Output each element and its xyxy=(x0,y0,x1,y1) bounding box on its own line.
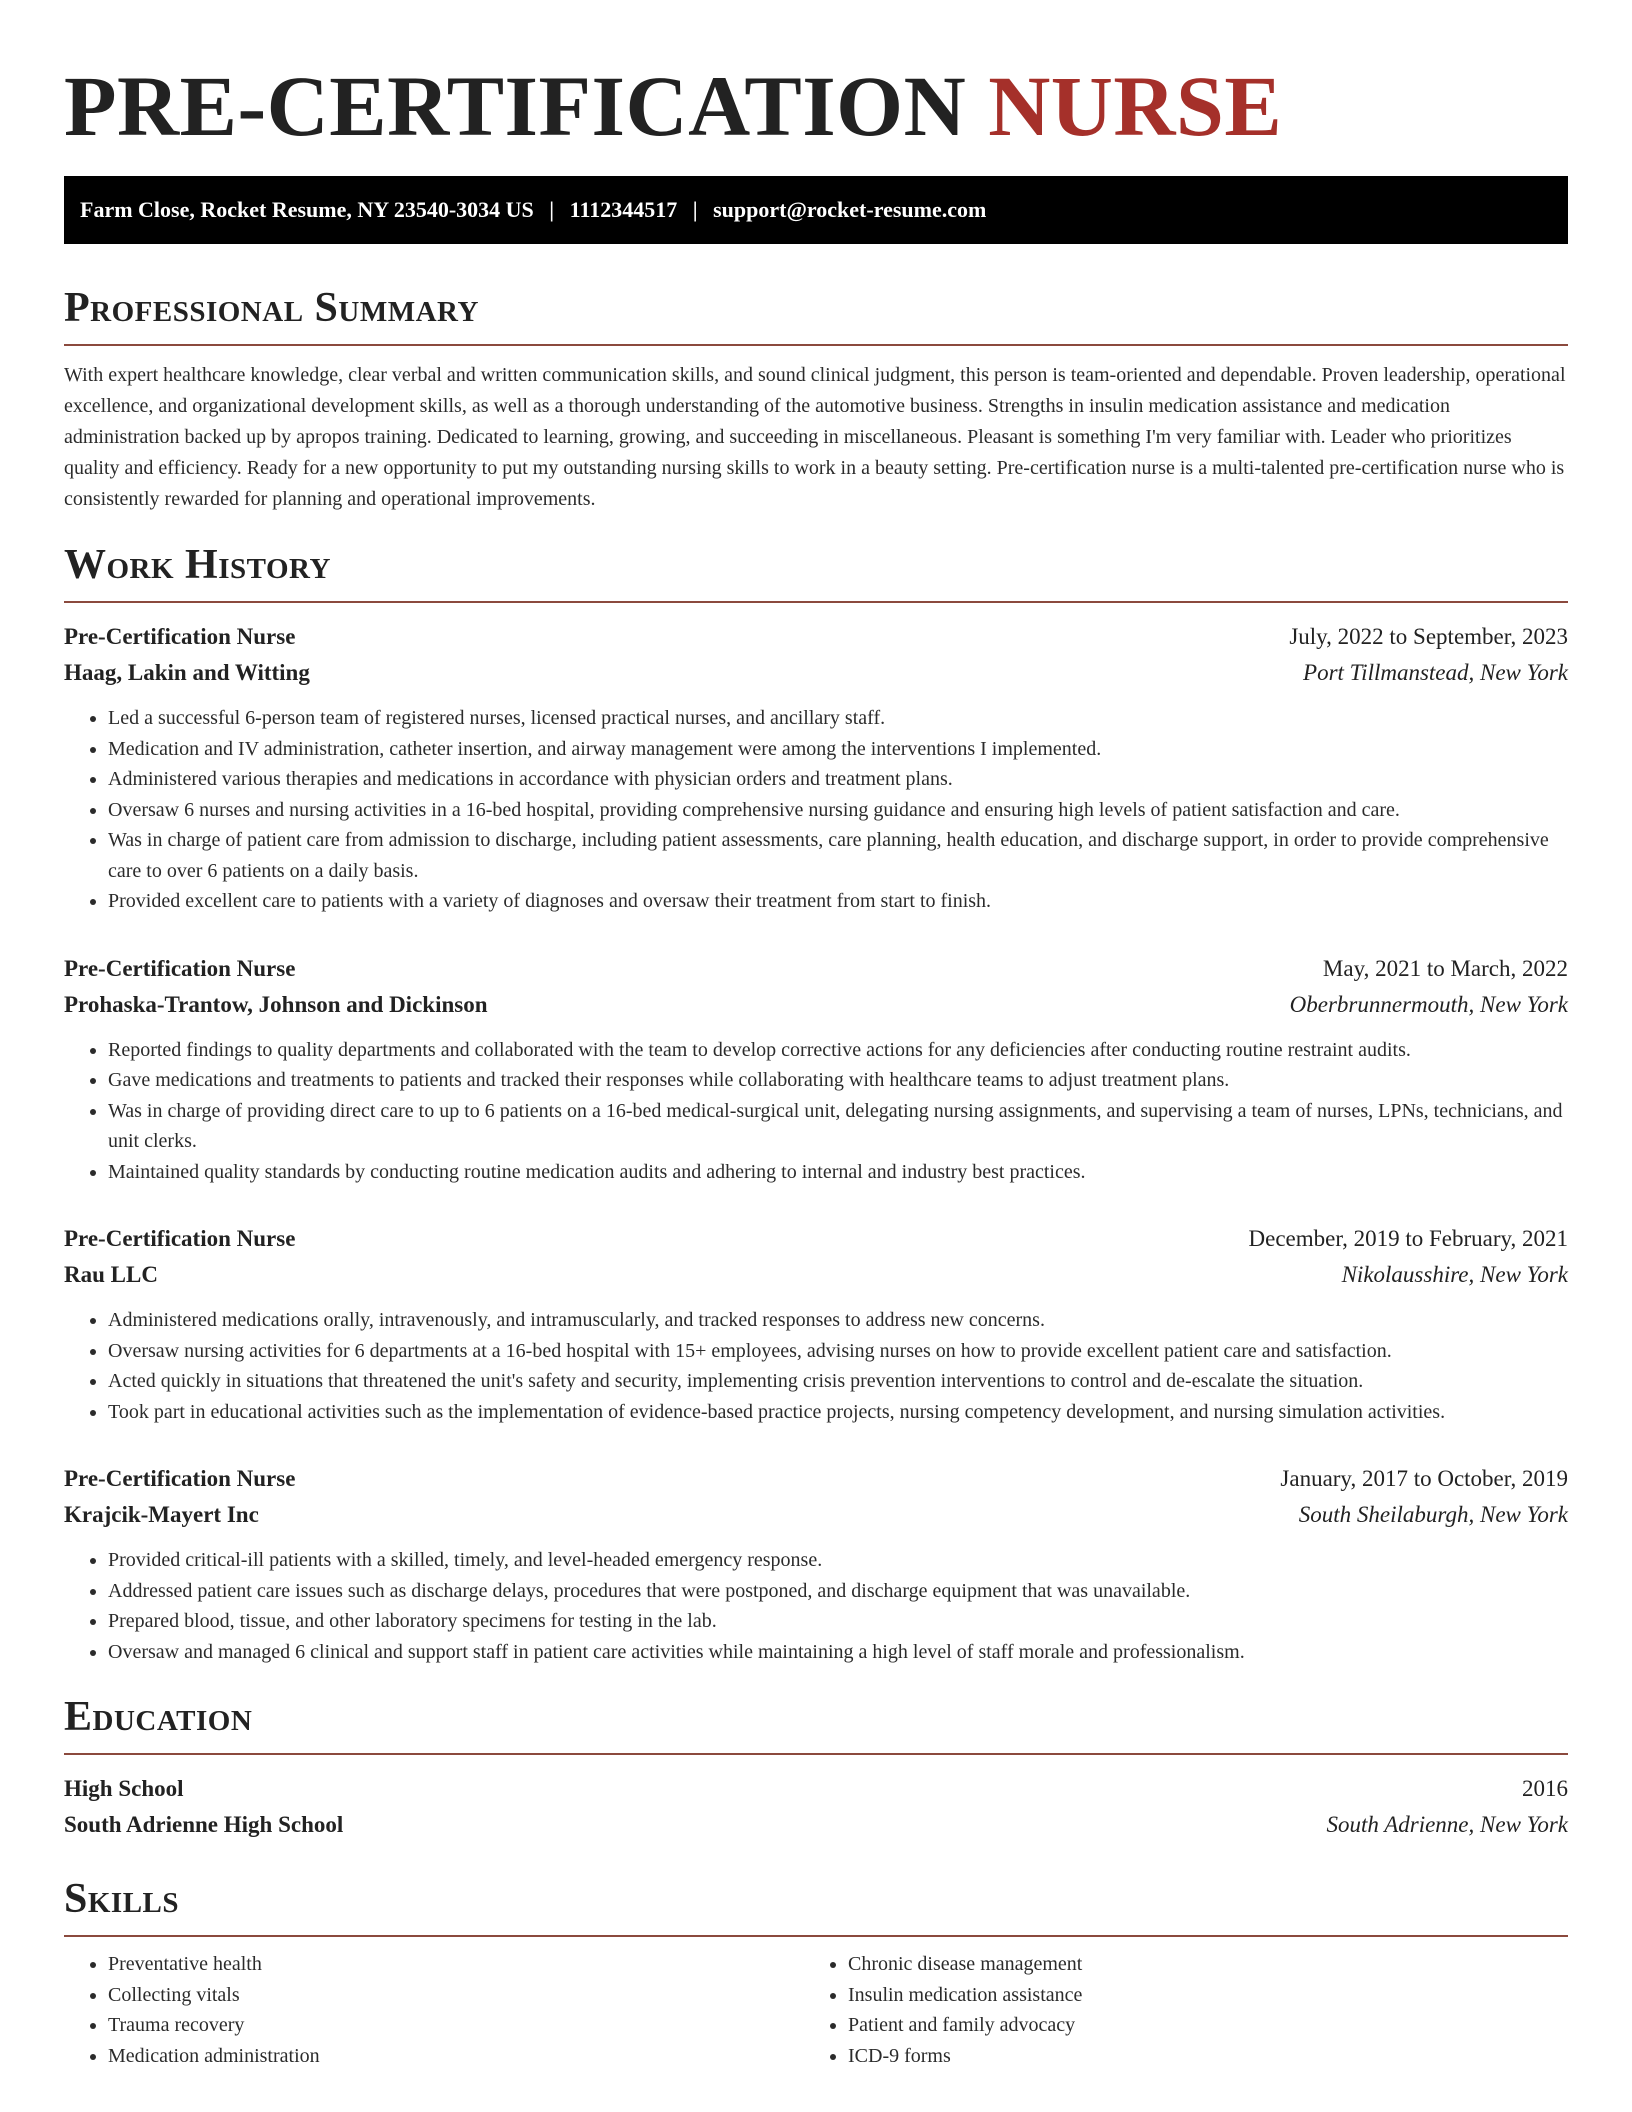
job-bullet: • Administered various therapies and medications in accordance with physician orders and treatment plans. xyxy=(108,764,1568,795)
job-dates: May, 2021 to March, 2022 xyxy=(1322,955,1568,981)
job-bullet: • Provided excellent care to patients with a variety of diagnoses and oversaw their treatment from start to finish. xyxy=(108,886,1568,917)
job-bullet: • Prepared blood, tissue, and other laboratory specimens for testing in the lab. xyxy=(108,1606,1568,1637)
job-bullet: • Medication and IV administration, catheter insertion, and airway management were among the interventions I implemented. xyxy=(108,734,1568,765)
job-bullet: • Gave medications and treatments to patients and tracked their responses while collaborating with healthcare teams to adjust treatment plans. xyxy=(108,1065,1568,1096)
education-year: 2016 xyxy=(1522,1776,1568,1801)
skills-section xyxy=(64,1873,1568,2071)
skill-item: • ICD-9 forms xyxy=(848,2041,1544,2072)
contact-bar xyxy=(64,176,1568,244)
job-dates: December, 2019 to February, 2021 xyxy=(1248,1226,1568,1251)
contact-address: Farm Close, Rocket Resume, NY 23540-3034 US xyxy=(80,197,534,222)
job-location: Port Tillmanstead, New York xyxy=(1303,660,1568,685)
work-history-section xyxy=(64,539,1568,1667)
summary-text: With expert healthcare knowledge, clear verbal and written communication skills, and sound clinical judgment, this person is team-oriented and dependable. Proven leadership, operational excellence, and organizational development skills, as well as a thorough understanding of the automotive business. Strengths in insulin medication assistance and medication administration backed up by apropos training. Dedicated to learning, growing, and succeeding in miscellaneous. Pleasant is something I'm very familiar with. Leader who prioritizes quality and efficiency. Ready for a new opportunity to put my outstanding nursing skills to work in a beauty setting. Pre-certification nurse is a multi-talented pre-certification nurse who is consistently rewarded for planning and operational improvements. xyxy=(64,364,1566,510)
section-divider xyxy=(64,1935,1568,1937)
skill-item: • Preventative health xyxy=(108,1949,804,1980)
job-entry xyxy=(64,1221,1568,1427)
job-bullet: • Led a successful 6-person team of registered nurses, licensed practical nurses, and ancillary staff. xyxy=(108,703,1568,734)
job-dates: July, 2022 to September, 2023 xyxy=(1289,624,1568,649)
skill-item: • Collecting vitals xyxy=(108,1980,804,2011)
section-divider xyxy=(64,344,1568,346)
education-entry xyxy=(64,1771,1568,1843)
skill-item: • Trauma recovery xyxy=(108,2010,804,2041)
job-bullet: • Provided critical-ill patients with a skilled, timely, and level-headed emergency response. xyxy=(108,1545,1568,1576)
job-location: Oberbrunnermouth, New York xyxy=(1289,991,1568,1017)
job-bullet: • Was in charge of providing direct care to up to 6 patients on a 16-bed medical-surgical unit, delegating nursing assignments, and supervising a team of nurses, LPNs, technicians, and unit clerks. xyxy=(108,1096,1568,1157)
job-title: Pre-Certification Nurse xyxy=(64,1226,296,1251)
job-bullet: • Oversaw 6 nurses and nursing activities in a 16-bed hospital, providing comprehensive nursing guidance and ensuring high levels of patient satisfaction and care. xyxy=(108,795,1568,826)
job-bullets xyxy=(64,1305,1568,1427)
job-bullet: • Oversaw and managed 6 clinical and support staff in patient care activities while maintaining a high level of staff morale and professionalism. xyxy=(108,1637,1568,1668)
job-bullet: • Reported findings to quality departments and collaborated with the team to develop corrective actions for any deficiencies after conducting routine restraint audits. xyxy=(108,1035,1568,1066)
job-dates: January, 2017 to October, 2019 xyxy=(1280,1466,1568,1491)
work-history-heading: Work History xyxy=(64,542,331,588)
job-bullets xyxy=(64,703,1568,917)
summary-section xyxy=(64,282,1568,515)
job-bullet: • Addressed patient care issues such as discharge delays, procedures that were postponed, and discharge equipment that was unavailable. xyxy=(108,1576,1568,1607)
job-company: Krajcik-Mayert Inc xyxy=(64,1502,259,1527)
job-bullets xyxy=(64,1035,1568,1188)
job-location: Nikolausshire, New York xyxy=(1341,1262,1568,1287)
resume-page xyxy=(64,0,1568,2071)
education-degree: High School xyxy=(64,1776,184,1801)
section-divider xyxy=(64,1753,1568,1755)
skills-column-right xyxy=(804,1949,1544,2071)
skill-item: • Insulin medication assistance xyxy=(848,1980,1544,2011)
name-main: PRE-CERTIFICATION xyxy=(64,58,967,154)
education-heading: Education xyxy=(64,1694,253,1740)
skill-item: • Chronic disease management xyxy=(848,1949,1544,1980)
job-company: Rau LLC xyxy=(64,1262,158,1287)
name-accent: NURSE xyxy=(988,58,1283,154)
job-title: Pre-Certification Nurse xyxy=(64,955,296,981)
job-bullet: • Maintained quality standards by conducting routine medication audits and adhering to internal and industry best practices. xyxy=(108,1157,1568,1188)
job-bullet: • Administered medications orally, intravenously, and intramuscularly, and tracked responses to address new concerns. xyxy=(108,1305,1568,1336)
education-section xyxy=(64,1691,1568,1843)
contact-phone: 1112344517 xyxy=(569,197,678,222)
skills-list xyxy=(64,1949,1568,2071)
job-title: Pre-Certification Nurse xyxy=(64,1466,296,1491)
job-bullet: • Took part in educational activities such as the implementation of evidence-based practice projects, nursing competency development, and nursing simulation activities. xyxy=(108,1397,1568,1428)
job-entry xyxy=(64,951,1568,1188)
job-location: South Sheilaburgh, New York xyxy=(1298,1502,1568,1527)
contact-separator: | xyxy=(549,197,555,222)
section-divider xyxy=(64,601,1568,603)
skills-heading: Skills xyxy=(64,1876,180,1922)
skill-item: • Patient and family advocacy xyxy=(848,2010,1544,2041)
contact-email[interactable]: support@rocket-resume.com xyxy=(713,197,987,222)
job-entry xyxy=(64,619,1568,917)
candidate-name xyxy=(64,0,1568,156)
job-company: Haag, Lakin and Witting xyxy=(64,660,310,685)
job-bullets xyxy=(64,1545,1568,1667)
job-title: Pre-Certification Nurse xyxy=(64,624,296,649)
job-bullet: • Was in charge of patient care from admission to discharge, including patient assessments, care planning, health education, and discharge support, in order to provide comprehensive care to over 6 patients on a daily basis. xyxy=(108,825,1568,886)
contact-separator: | xyxy=(692,197,698,222)
skill-item: • Medication administration xyxy=(108,2041,804,2072)
job-company: Prohaska-Trantow, Johnson and Dickinson xyxy=(64,991,488,1017)
skills-column-left xyxy=(64,1949,804,2071)
summary-heading: Professional Summary xyxy=(64,285,479,331)
education-location: South Adrienne, New York xyxy=(1326,1812,1568,1837)
education-school: South Adrienne High School xyxy=(64,1812,344,1837)
job-bullet: • Acted quickly in situations that threatened the unit's safety and security, implementing crisis prevention interventions to control and de-escalate the situation. xyxy=(108,1366,1568,1397)
job-bullet: • Oversaw nursing activities for 6 departments at a 16-bed hospital with 15+ employees, advising nurses on how to provide excellent patient care and satisfaction. xyxy=(108,1336,1568,1367)
job-entry xyxy=(64,1461,1568,1667)
